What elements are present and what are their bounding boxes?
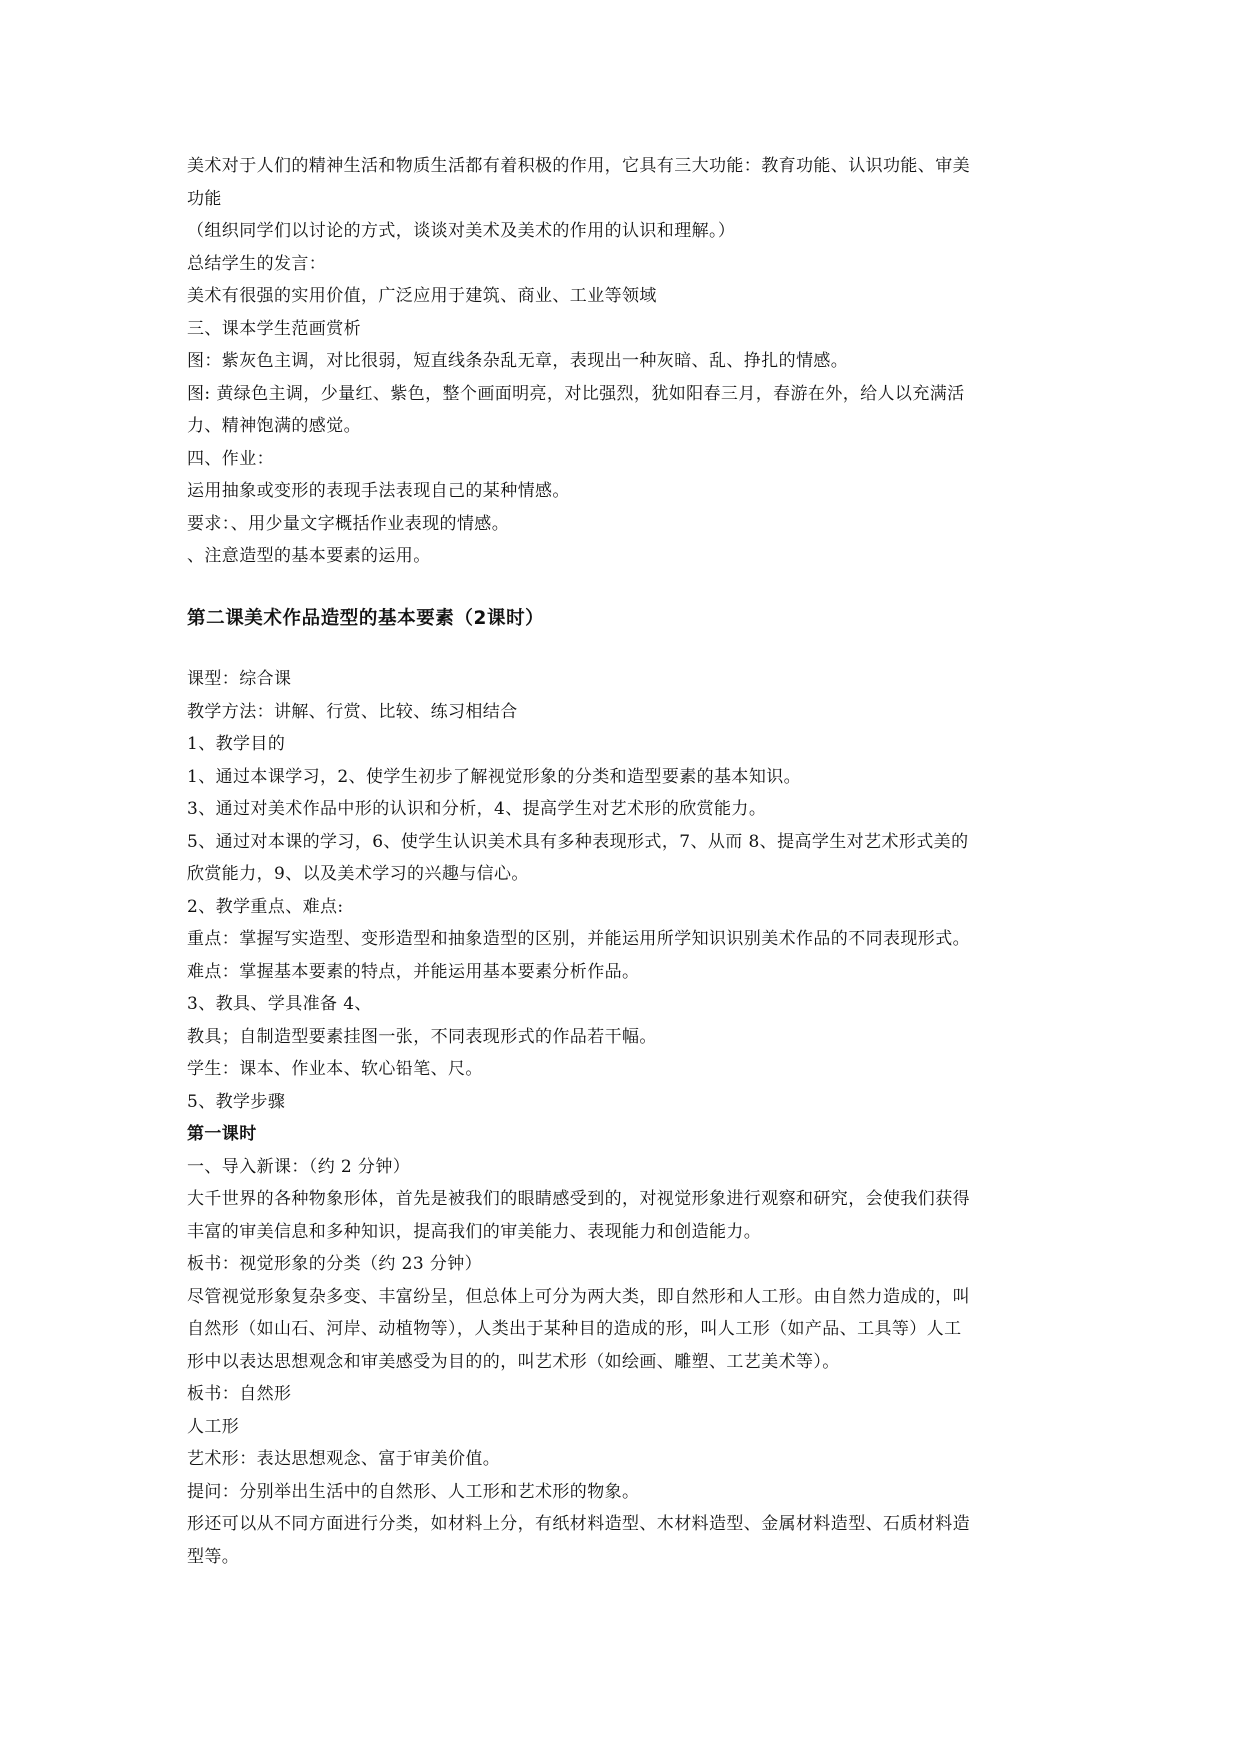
paragraph-line: 力、精神饱满的感觉。 [187,416,361,436]
paragraph-line: 板书：视觉形象的分类（约 23 分钟） [187,1254,483,1274]
paragraph-line: 3、教具、学具准备 4、 [187,994,372,1014]
section-lesson-plan [187,663,1027,1573]
paragraph-line: 形中以表达思想观念和审美感受为目的的，叫艺术形（如绘画、雕塑、工艺美术等）。 [187,1351,840,1372]
paragraph-line: 2、教学重点、难点: [187,896,344,917]
paragraph-line: 总结学生的发言： [187,253,327,274]
paragraph-line: 提问：分别举出生活中的自然形、人工形和艺术形的物象。 [187,1481,640,1502]
paragraph-line: 重点：掌握写实造型、变形造型和抽象造型的区别，并能运用所学知识识别美术作品的不同表现形式。 [187,929,970,949]
paragraph-line: 功能 [187,188,222,209]
paragraph-line: 尽管视觉形象复杂多变、丰富纷呈，但总体上可分为两大类，即自然形和人工形。由自然力造成的，叫 [187,1286,970,1307]
paragraph-line: 教学方法：讲解、行赏、比较、练习相结合 [187,701,518,722]
paragraph-line: 丰富的审美信息和多种知识，提高我们的审美能力、表现能力和创造能力。 [187,1221,762,1242]
paragraph-line: 三、课本学生范画赏析 [187,318,361,339]
first-period-heading: 第一课时 [187,1124,257,1144]
paragraph-line: 形还可以从不同方面进行分类，如材料上分，有纸材料造型、木材料造型、金属材料造型、石质材料造 [187,1514,970,1534]
paragraph-line: 学生：课本、作业本、软心铅笔、尺。 [187,1059,483,1079]
paragraph-line: 3、通过对美术作品中形的认识和分析，4、提高学生对艺术形的欣赏能力。 [187,799,767,819]
paragraph-line: 要求：、用少量文字概括作业表现的情感。 [187,513,510,534]
paragraph-line: 课型：综合课 [187,669,292,689]
lesson-title [187,603,1027,635]
paragraph-line: 四、作业： [187,448,274,469]
paragraph-line: 大千世界的各种物象形体，首先是被我们的眼睛感受到的，对视觉形象进行观察和研究，会使我们获得 [187,1189,970,1209]
paragraph-line: 1、教学目的 [187,734,286,754]
paragraph-line: 图：紫灰色主调，对比很弱，短直线条杂乱无章，表现出一种灰暗、乱、挣扎的情感。 [187,351,849,371]
paragraph-line: 5、通过对本课的学习，6、使学生认识美术具有多种表现形式，7、从而 8、提高学生对艺术形式美的 [187,831,969,852]
paragraph-line: 板书：自然形 [187,1384,292,1404]
paragraph-line: 运用抽象或变形的表现手法表现自己的某种情感。 [187,481,570,501]
paragraph-line: （组织同学们以讨论的方式，谈谈对美术及美术的作用的认识和理解。） [187,221,736,241]
paragraph-line: 5、教学步骤 [187,1091,286,1112]
paragraph-line: 1、通过本课学习，2、使学生初步了解视觉形象的分类和造型要素的基本知识。 [187,766,802,787]
paragraph-line: 自然形（如山石、河岸、动植物等），人类出于某种目的造成的形，叫人工形（如产品、工具等）人工 [187,1319,962,1339]
paragraph-line: 艺术形：表达思想观念、富于审美价值。 [187,1449,501,1469]
paragraph-line: 欣赏能力，9、以及美术学习的兴趣与信心。 [187,864,529,884]
section-art-functions [187,150,1027,573]
paragraph-line: 美术有很强的实用价值，广泛应用于建筑、商业、工业等领域 [187,286,657,306]
paragraph-line: 教具；自制造型要素挂图一张，不同表现形式的作品若干幅。 [187,1026,657,1047]
paragraph-line: 、注意造型的基本要素的运用。 [187,546,431,566]
paragraph-line: 难点：掌握基本要素的特点，并能运用基本要素分析作品。 [187,961,640,982]
lesson-heading: 第二课美术作品造型的基本要素（2课时） [187,608,545,629]
paragraph-line: 一、导入新课：（约 2 分钟） [187,1156,411,1177]
paragraph-line: 型等。 [187,1546,240,1567]
paragraph-line: 图: 黄绿色主调，少量红、紫色，整个画面明亮，对比强烈，犹如阳春三月，春游在外，给人以充满活 [187,383,965,404]
paragraph-line: 美术对于人们的精神生活和物质生活都有着积极的作用，它具有三大功能：教育功能、认识功能、审美 [187,156,970,176]
paragraph-line: 人工形 [187,1416,240,1437]
